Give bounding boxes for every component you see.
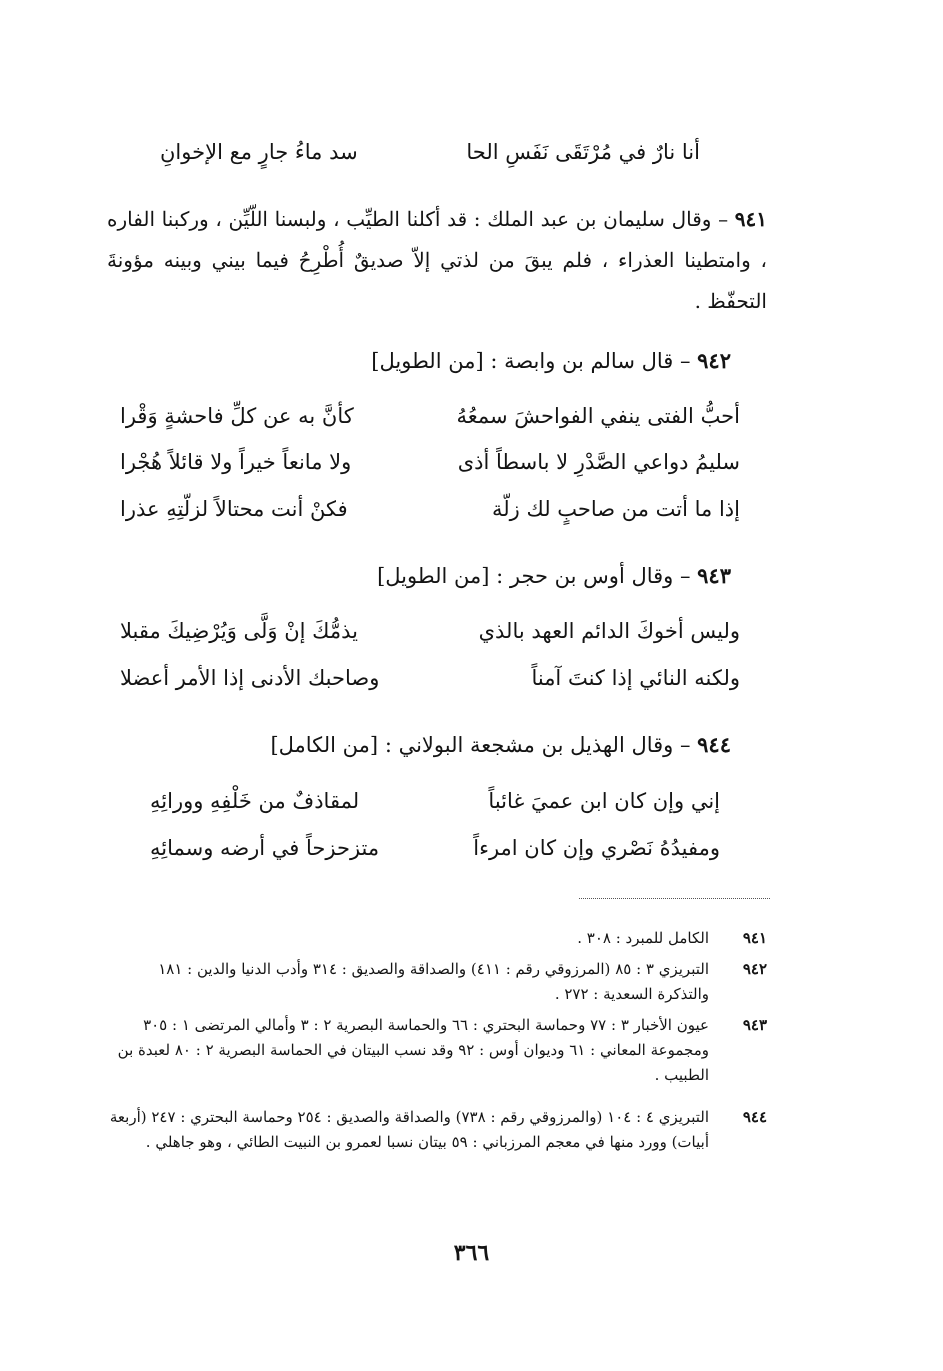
hemistich-right: وليس أخوكَ الدائم العهد بالذي [478,619,740,643]
entry-intro: – وقال أوس بن حجر : [496,564,691,588]
hemistich-left: لمقاذفٌ من خَلْفِهِ وورائِهِ [150,789,360,813]
verse-942-3 [120,497,740,531]
opening-verse [160,140,700,174]
footnote-separator [579,898,770,899]
verse-943-1 [120,619,740,653]
footnote-text: التبريزي ٣ : ٨٥ (المرزوقي رقم : ٤١١) والصداقة والصديق : ٣١٤ وأدب الدنيا والدين : ١٨١ والتذكرة السعدية : ٢٧٢ . [158,960,709,1003]
entry-944-heading [270,732,731,757]
meter-label: [من الكامل] [270,733,379,757]
hemistich-right: سليمُ دواعي الصَّدْرِ لا باسطاً أذى [457,450,740,474]
footnote-number: ٩٤٢ [742,960,767,978]
hemistich-right: أنا نارٌ في مُرْتَقَى نَفَسِ الحا [466,140,700,164]
entry-943-heading [377,563,731,588]
page-number: ٣٦٦ [453,1240,490,1266]
entry-number: ٩٤١ [734,207,767,231]
hemistich-left: سد ماءُ جارٍ مع الإخوانِ [160,140,358,164]
meter-label: [من الطويل] [371,349,484,373]
footnote-942 [107,957,767,1007]
footnote-943 [107,1013,767,1088]
footnote-941 [107,926,767,951]
footnote-number: ٩٤١ [742,929,767,947]
entry-941 [107,199,767,322]
meter-label: [من الطويل] [377,564,490,588]
hemistich-left: وصاحبك الأدنى إذا الأمر أعضلا [120,666,380,690]
entry-intro: – وقال الهذيل بن مشجعة البولاني : [384,733,691,757]
footnote-text: الكامل للمبرد : ٣٠٨ . [577,929,709,947]
hemistich-right: ولكنه النائي إذا كنتَ آمناً [531,666,740,690]
entry-number: ٩٤٢ [697,348,731,373]
verse-943-2 [120,666,740,700]
entry-number: ٩٤٤ [697,732,731,757]
entry-942-heading [371,348,731,373]
hemistich-right: ومفيدُهُ نَصْري وإن كان امرءاً [473,836,720,860]
hemistich-left: ولا مانعاً خيراً ولا قائلاً هُجْرا [120,450,352,474]
hemistich-left: فكنْ أنت محتالاً لزلّتِهِ عذرا [120,497,348,521]
hemistich-left: كأنَّ به عن كلِّ فاحشةٍ وَقْرا [120,404,354,428]
hemistich-left: يذمُّكَ إنْ وَلَّى وَيُرْضِيكَ مقبلا [120,619,358,643]
footnote-text: التبريزي ٤ : ١٠٤ (والمرزوقي رقم : ٧٣٨) والصداقة والصديق : ٢٥٤ وحماسة البحتري : ٢٤٧ (أربعة أبيات) وورد منها في معجم المرزباني : ٥٩ بيتان نسبا لعمرو بن النبيت الطائي ، وهو جاهلي . [109,1108,709,1151]
entry-intro: – قال سالم بن وابصة : [490,349,691,373]
verse-944-2 [150,836,720,870]
footnote-text: عيون الأخبار ٣ : ٧٧ وحماسة البحتري : ٦٦ والحماسة البصرية ٢ : ٣ وأمالي المرتضى ١ : ٣٠٥ ومجموعة المعاني : ٦١ وديوان أوس : ٩٢ وقد نسب البيتان في الحماسة البصرية ٢ : ٨٠ لعبدة بن الطبيب . [117,1016,709,1084]
hemistich-right: إذا ما أتت من صاحبٍ لك زلّة [492,497,740,521]
footnote-number: ٩٤٤ [742,1108,767,1126]
verse-942-2 [120,450,740,484]
footnote-number: ٩٤٣ [742,1016,767,1034]
verse-942-1 [120,404,740,438]
hemistich-right: أحبُّ الفتى ينفي الفواحشَ سمعُهُ [456,404,740,428]
hemistich-right: إني وإن كان ابن عميَ غائباً [488,789,720,813]
hemistich-left: متزحزحاً في أرضه وسمائِهِ [150,836,380,860]
entry-number: ٩٤٣ [697,563,731,588]
verse-944-1 [150,789,720,823]
footnote-944 [107,1105,767,1155]
entry-text: – وقال سليمان بن عبد الملك : قد أكلنا الطيِّب ، ولبسنا اللّيِّن ، وركبنا الفاره ، وامتطينا العذراء ، فلم يبقَ من لذتي إلاّ صديقٌ أُطْرِحُ فيما بيني وبينه مؤونةَ التحفّظ . [107,207,767,313]
